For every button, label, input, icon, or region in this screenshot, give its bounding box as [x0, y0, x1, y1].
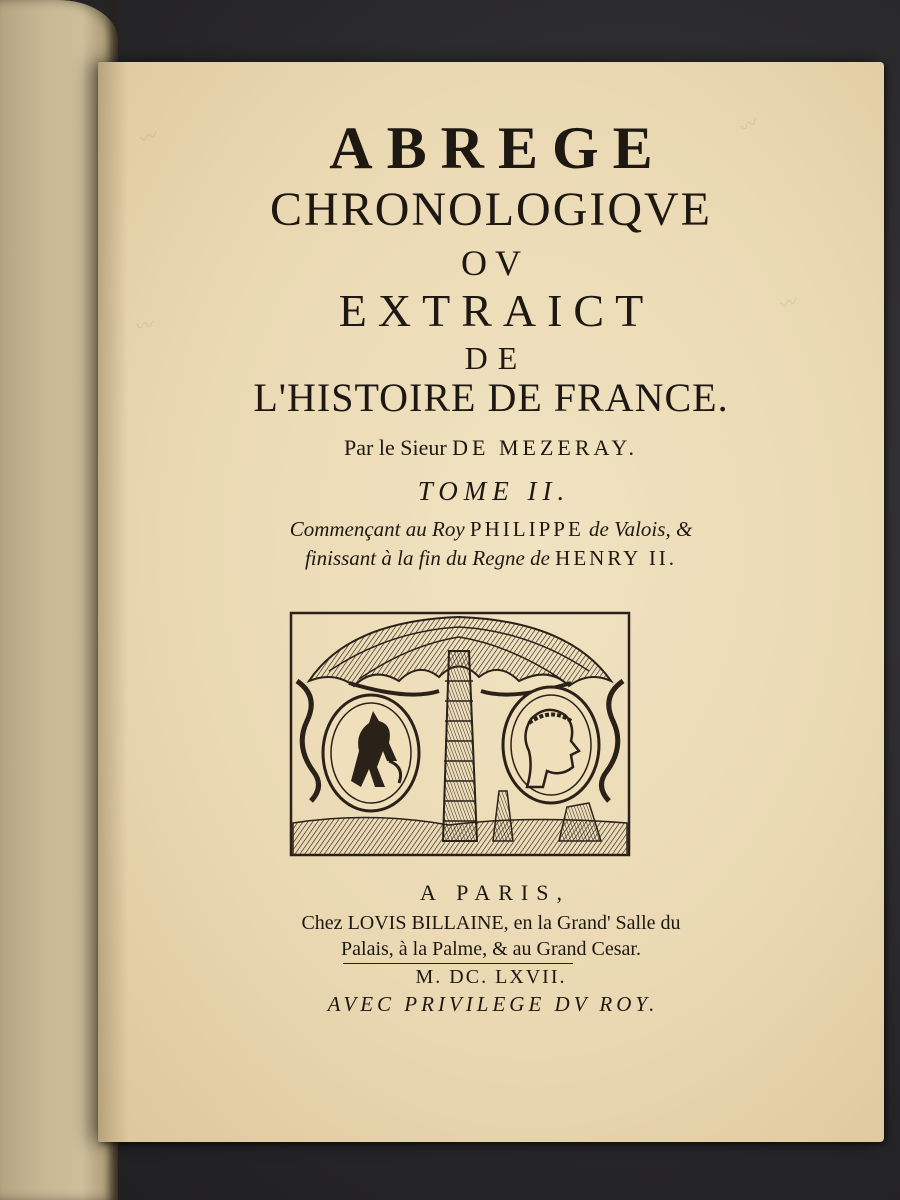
- faint-ink-mark: 〰: [132, 314, 154, 339]
- title-preposition: DE: [464, 340, 528, 376]
- range-start-suffix: de Valois, &: [589, 517, 693, 541]
- range-start-text: Commençant au Roy: [289, 517, 465, 541]
- range-line-2: [98, 546, 884, 571]
- faint-ink-mark: 〰: [135, 125, 160, 152]
- imprint-rule: [343, 963, 573, 964]
- printers-device-woodcut: [289, 611, 631, 857]
- author-line: [98, 435, 884, 461]
- range-end-text: finissant à la fin du Regne de: [304, 546, 550, 570]
- title-conjunction: OV: [461, 243, 529, 283]
- author-prefix: Par le Sieur: [344, 435, 447, 460]
- alternate-title: EXTRAICT: [338, 285, 655, 336]
- author-name: DE MEZERAY.: [452, 435, 638, 460]
- volume-label: TOME II.: [417, 476, 571, 506]
- imprint-year: M. DC. LXVII.: [415, 966, 567, 988]
- title-page: [98, 62, 884, 1142]
- faint-ink-mark: 〰: [734, 112, 761, 140]
- book-subtitle: CHRONOLOGIQVE: [270, 183, 712, 236]
- faint-ink-mark: 〰: [775, 291, 800, 318]
- imprint-publisher-line-1: Chez LOVIS BILLAINE, en la Grand' Salle du: [301, 912, 681, 934]
- range-line-1: [98, 517, 884, 542]
- imprint-city: A PARIS,: [419, 880, 570, 905]
- book-title: ABREGE: [329, 115, 667, 181]
- range-start-name: PHILIPPE: [469, 517, 584, 541]
- range-end-name: HENRY II.: [555, 546, 678, 570]
- title-subject: L'HISTOIRE DE FRANCE.: [253, 375, 729, 420]
- imprint-publisher-line-2: Palais, à la Palme, & au Grand Cesar.: [341, 938, 641, 960]
- royal-privilege: AVEC PRIVILEGE DV ROY.: [327, 992, 659, 1016]
